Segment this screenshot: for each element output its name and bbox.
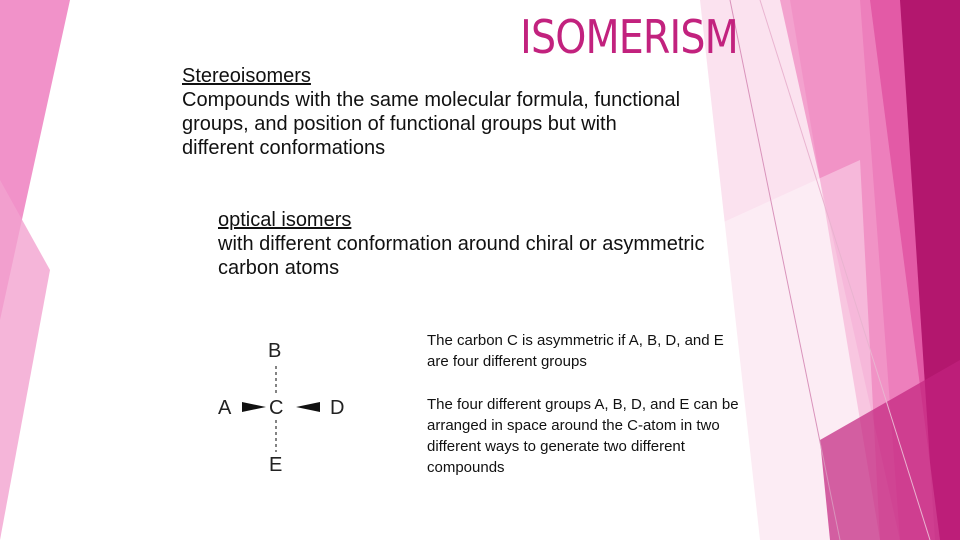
atom-a: A: [218, 397, 232, 419]
atom-b: B: [268, 340, 282, 362]
optical-isomers-line: carbon atoms: [218, 257, 340, 279]
note-line: arranged in space around the C-atom in two: [427, 417, 720, 434]
stereoisomers-line: Compounds with the same molecular formula, functional: [182, 89, 681, 111]
stereoisomers-heading: Stereoisomers: [182, 65, 311, 87]
note-line: The four different groups A, B, D, and E can be: [427, 396, 739, 413]
stereoisomers-line: different conformations: [182, 137, 386, 159]
slide-title: ISOMERISM: [520, 10, 738, 64]
asymmetric-note: [427, 330, 807, 372]
atom-c: C: [269, 397, 284, 419]
wedge-bond-right: [296, 402, 320, 412]
optical-isomers-line: with different conformation around chiral or asymmetric: [218, 233, 705, 255]
chiral-carbon-diagram: [210, 330, 360, 480]
stereoisomers-block: [182, 64, 792, 160]
wedge-bond-left: [242, 402, 266, 412]
stereoisomers-line: groups, and position of functional groups but with: [182, 113, 617, 135]
atom-d: D: [330, 397, 345, 419]
atom-e: E: [269, 454, 283, 476]
optical-isomers-block: [218, 208, 818, 280]
note-line: compounds: [427, 459, 505, 476]
note-line: different ways to generate two different: [427, 438, 685, 455]
left-accent-lower: [0, 180, 50, 540]
note-line: The carbon C is asymmetric if A, B, D, and E: [427, 332, 724, 349]
arrangement-note: [427, 394, 807, 478]
note-line: are four different groups: [427, 353, 587, 370]
optical-isomers-heading: optical isomers: [218, 209, 352, 231]
